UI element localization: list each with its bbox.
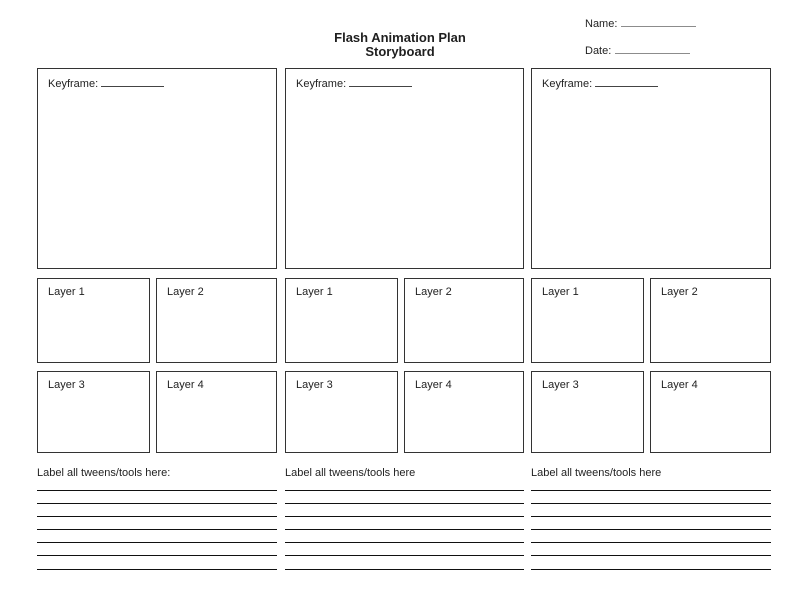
writing-lines [531,490,771,570]
layer-row-bottom [37,371,277,453]
name-date-block [585,17,696,71]
layer-row-top [531,278,771,363]
date-blank-line [615,44,690,54]
keyframe-label: Keyframe: [296,78,347,90]
writing-line [531,542,771,543]
layer-box-1 [285,278,398,363]
writing-line [285,569,524,570]
keyframe-blank-line [595,77,658,87]
page-title-line-1: Flash Animation Plan [334,30,466,45]
name-label: Name: [585,18,618,30]
date-row [585,44,696,57]
writing-line [285,490,524,491]
layer-box-4 [156,371,277,453]
layer-row-top [285,278,524,363]
layer-label: Layer 2 [167,286,204,298]
layer-label: Layer 4 [167,379,204,391]
layer-row-bottom [285,371,524,453]
storyboard-column-1 [37,68,277,582]
writing-line [531,555,771,556]
writing-line [37,516,277,517]
layer-label: Layer 2 [415,286,452,298]
writing-line [37,569,277,570]
layer-box-4 [404,371,524,453]
name-row [585,17,696,30]
writing-line [531,529,771,530]
layer-box-3 [531,371,644,453]
writing-line [285,503,524,504]
layer-box-3 [285,371,398,453]
layer-label: Layer 4 [415,379,452,391]
writing-line [37,529,277,530]
writing-line [285,542,524,543]
keyframe-blank-line [349,77,412,87]
layer-label: Layer 4 [661,379,698,391]
tweens-instruction: Label all tweens/tools here: [37,467,171,479]
writing-lines [37,490,277,570]
layer-box-2 [650,278,771,363]
layer-box-4 [650,371,771,453]
name-blank-line [621,17,696,27]
writing-line [37,555,277,556]
storyboard-column-2 [285,68,524,582]
keyframe-label: Keyframe: [48,78,99,90]
writing-line [285,529,524,530]
writing-line [531,503,771,504]
layer-box-2 [404,278,524,363]
layer-box-1 [37,278,150,363]
date-label: Date: [585,45,612,57]
writing-line [285,555,524,556]
layer-label: Layer 3 [48,379,85,391]
tweens-instruction: Label all tweens/tools here [285,467,416,479]
layer-label: Layer 3 [296,379,333,391]
layer-box-1 [531,278,644,363]
layer-label: Layer 1 [48,286,85,298]
writing-line [531,569,771,570]
keyframe-blank-line [101,77,164,87]
layer-label: Layer 3 [542,379,579,391]
layer-row-top [37,278,277,363]
writing-line [285,516,524,517]
layer-box-2 [156,278,277,363]
tweens-instruction: Label all tweens/tools here [531,467,662,479]
writing-line [37,503,277,504]
writing-line [531,490,771,491]
keyframe-box [285,68,524,269]
keyframe-box [531,68,771,269]
layer-label: Layer 1 [542,286,579,298]
writing-lines [285,490,524,570]
page-title-line-2: Storyboard [365,44,435,59]
layer-label: Layer 1 [296,286,333,298]
layer-label: Layer 2 [661,286,698,298]
storyboard-column-3 [531,68,771,582]
keyframe-box [37,68,277,269]
layer-box-3 [37,371,150,453]
keyframe-label: Keyframe: [542,78,593,90]
writing-line [531,516,771,517]
writing-line [37,542,277,543]
layer-row-bottom [531,371,771,453]
writing-line [37,490,277,491]
